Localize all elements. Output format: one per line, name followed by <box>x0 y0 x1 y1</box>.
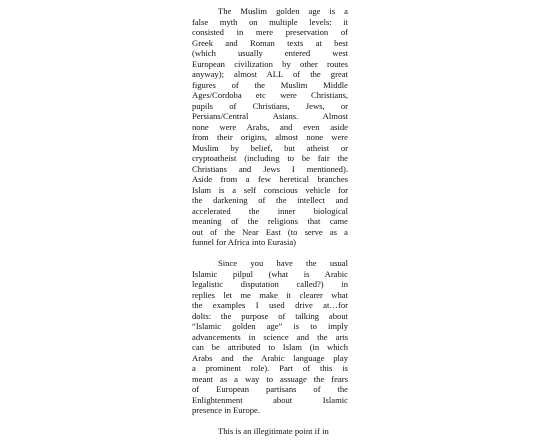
paragraph-3 <box>192 426 348 437</box>
text-line: Aside from a few heretical branches <box>192 174 348 184</box>
paragraph-2 <box>192 258 348 416</box>
text-line: pupils of Christians, Jews, or <box>192 100 348 111</box>
text-line: none were Arabs, and even aside <box>192 121 348 132</box>
text-line: Persians/Central Asians. Almost <box>192 111 348 121</box>
text-column <box>192 6 348 447</box>
text-line: of European partisans of the <box>192 384 348 394</box>
text-line: legalistic disputation called?) in <box>192 279 348 289</box>
text-line: false myth on multiple levels: it <box>192 16 348 27</box>
text-line: European civilization by other routes <box>192 58 348 69</box>
text-line: from their origins, almost none were <box>192 132 348 142</box>
text-line: The Muslim golden age is a <box>218 6 348 16</box>
text-line: out of the Near East (to serve as a <box>192 226 348 237</box>
text-line: Muslim by belief, but atheist or <box>192 142 348 153</box>
text-line: Greek and Roman texts at best <box>192 37 348 48</box>
text-line: Since you have the usual <box>218 258 348 268</box>
text-line: advancements in science and the arts <box>192 331 348 342</box>
text-line: Arabs and the Arabic language play <box>192 352 348 363</box>
text-line: Islam is a self conscious vehicle for <box>192 184 348 195</box>
text-line: figures of the Muslim Middle <box>192 79 348 90</box>
text-line: Christians and Jews I mentioned). <box>192 163 348 174</box>
text-line: Islamic pilpul (what is Arabic <box>192 268 348 279</box>
text-line: anyway); almost ALL of the great <box>192 69 348 79</box>
text-line: can be attributed to Islam (in which <box>192 342 348 352</box>
text-line: funnel for Africa into Eurasia) <box>192 237 297 247</box>
text-line: Ages/Cordoba etc were Christians, <box>192 90 348 100</box>
text-line: meaning of the religions that came <box>192 216 348 226</box>
text-line: accelerated the inner biological <box>192 205 348 216</box>
text-line: the darkening of the intellect and <box>192 195 348 205</box>
text-line: dolts: the purpose of talking about <box>192 310 348 321</box>
text-line: This is an illegitimate point if in <box>218 426 329 436</box>
text-line: replies let me make it clearer what <box>192 289 348 300</box>
text-line: “Islamic golden age” is to imply <box>192 321 348 331</box>
text-line: a prominent role). Part of this is <box>192 363 348 373</box>
text-line: (which usually entered west <box>192 48 348 58</box>
paragraph-1 <box>192 6 348 248</box>
text-line: Enlightenment about Islamic <box>192 394 348 405</box>
text-line: consisted in mere preservation of <box>192 27 348 37</box>
text-line: cryptoatheist (including to be fair the <box>192 153 348 163</box>
text-line: meant as a way to assuage the fears <box>192 373 348 384</box>
text-line: the examples I used drive at…for <box>192 300 348 310</box>
text-line: presence in Europe. <box>192 405 261 415</box>
